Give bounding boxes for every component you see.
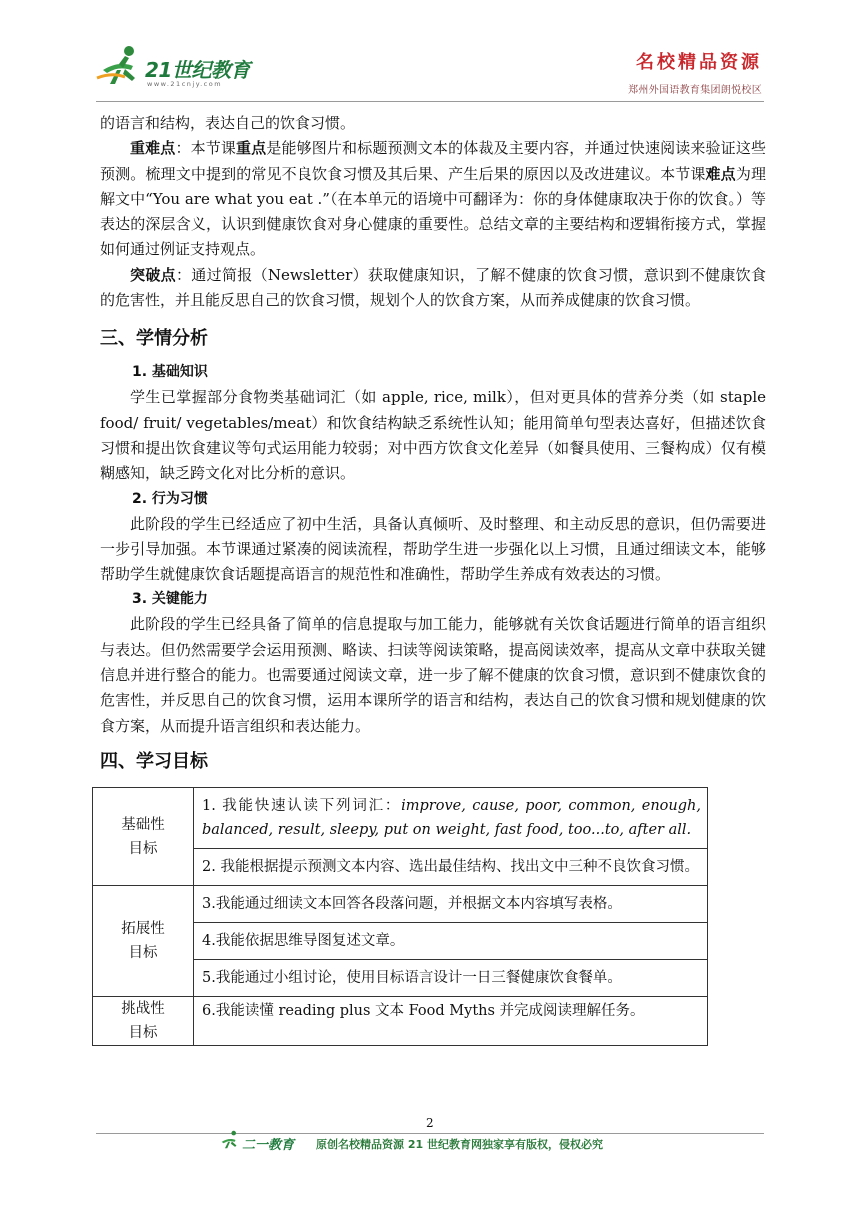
footer-brand: 二一教育	[242, 1138, 295, 1153]
breakthrough-label: 突破点	[130, 265, 176, 284]
key-abilities-paragraph: 此阶段的学生已经具备了简单的信息提取与加工能力，能够就有关饮食话题进行简单的语言组织与表达。但仍然需要学会运用预测、略读、扫读等阅读策略，提高阅读效率，提高从文章中获取关键信息并进行整合的能力。也需要通过阅读文章，进一步了解不健康的饮食习惯，意识到不健康饮食的危害性，并反思自己的饮食习惯，运用本课所学的语言和结构，表达自己的饮食习惯和规划健康的饮食方案，从而提升语言组织和表达能力。	[100, 615, 766, 735]
page-header	[0, 0, 860, 108]
running-man-icon	[95, 44, 147, 88]
category-label: 基础性 目标	[121, 816, 165, 857]
breakthrough-paragraph	[100, 263, 766, 314]
difficult-text-b: 是能够图片和标题预测文本的体裁及主要内容，并通过快速阅读来验证这些预测。梳理文中提到的常见不良饮食习惯及其后果、产生后果的原因以及改进建议。本节课	[100, 139, 766, 183]
intro-line: 的语言和结构，表达自己的饮食习惯。	[100, 114, 356, 132]
key-point-emphasis: 重点	[236, 139, 267, 158]
brand-block	[628, 48, 762, 96]
table-row	[93, 886, 708, 923]
section-3-heading: 三、学情分析	[100, 328, 208, 350]
logo-wordmark: 21世纪教育	[145, 58, 250, 82]
site-logo	[95, 44, 265, 92]
goal-1-prefix: 1. 我能快速认读下列词汇：	[202, 798, 402, 814]
basic-knowledge-paragraph: 学生已掌握部分食物类基础词汇（如 apple, rice, milk），但对更具体的营养分类（如 staple food/ fruit/ vegetables/meat）和饮食结构缺乏系统性认知；能用简单句型表达喜好，但描述饮食习惯和提出饮食建议等句式运用能力较弱；对中西方饮食文化差异（如餐具使用、三餐构成）仅有模糊感知，缺乏跨文化对比分析的意识。	[100, 388, 766, 483]
difficult-text-c: 为理解文中“You are what you eat .”（在本单元的语境中可翻译为：你的身体健康取决于你的饮食。）等表达的深层含义，认识到健康饮食对身心健康的重要性。总结文章的主要结构和逻辑衔接方式，掌握如何通过例证支持观点。	[100, 164, 766, 259]
goal-1-vocabulary: improve, cause, poor, common, enough, balanced, result, sleepy, put on weight, fast food, too...to, after all.	[202, 798, 701, 838]
difficult-label: 重难点	[130, 139, 176, 158]
copyright-notice: 原创名校精品资源 21 世纪教育网独家享有版权，侵权必究	[316, 1138, 603, 1151]
running-man-icon	[218, 1128, 242, 1152]
category-challenge	[93, 997, 194, 1046]
footer-divider	[96, 1133, 764, 1134]
goal-1	[194, 788, 708, 849]
goal-5: 5.我能通过小组讨论，使用目标语言设计一日三餐健康饮食餐单。	[194, 960, 708, 997]
subheading-basic-knowledge: 1. 基础知识	[132, 364, 208, 381]
difficult-text-a: ：本节课	[175, 139, 237, 158]
category-label: 挑战性 目标	[121, 1001, 165, 1041]
difficult-points-paragraph	[100, 136, 766, 262]
category-label: 拓展性 目标	[121, 921, 165, 961]
logo-url: www.21cnjy.com	[147, 80, 223, 88]
difficult-point-emphasis: 难点	[705, 164, 736, 183]
table-row	[93, 788, 708, 849]
brand-subtitle: 郑州外国语教育集团朗悦校区	[628, 85, 762, 96]
goal-2: 2. 我能根据提示预测文本内容、选出最佳结构、找出文中三种不良饮食习惯。	[194, 849, 708, 886]
goal-6: 6.我能读懂 reading plus 文本 Food Myths 并完成阅读理解任务。	[194, 997, 708, 1046]
subheading-behavior-habits: 2. 行为习惯	[132, 490, 208, 507]
behavior-habits-paragraph: 此阶段的学生已经适应了初中生活，具备认真倾听、及时整理、和主动反思的意识，但仍需要进一步引导加强。本节课通过紧凑的阅读流程，帮助学生进一步强化以上习惯，且通过细读文本，能够帮助学生就健康饮食话题提高语言的规范性和准确性，帮助学生养成有效表达的习惯。	[100, 514, 766, 584]
header-divider	[96, 101, 764, 102]
brand-title: 名校精品资源	[636, 52, 762, 73]
section-4-heading: 四、学习目标	[100, 750, 208, 772]
breakthrough-text: ：通过简报（Newsletter）获取健康知识，了解不健康的饮食习惯，意识到不健康饮食的危害性，并且能反思自己的饮食习惯，规划个人的饮食方案，从而养成健康的饮食习惯。	[100, 265, 766, 310]
main-content	[100, 111, 766, 783]
learning-goals-table	[92, 787, 708, 1046]
goal-4: 4.我能依据思维导图复述文章。	[194, 923, 708, 960]
subheading-key-abilities: 3. 关键能力	[132, 591, 208, 608]
category-basic	[93, 788, 194, 886]
page-number: 2	[426, 1116, 434, 1130]
table-row	[93, 997, 708, 1046]
category-extended	[93, 886, 194, 997]
goal-3: 3.我能通过细读文本回答各段落问题，并根据文本内容填写表格。	[194, 886, 708, 923]
